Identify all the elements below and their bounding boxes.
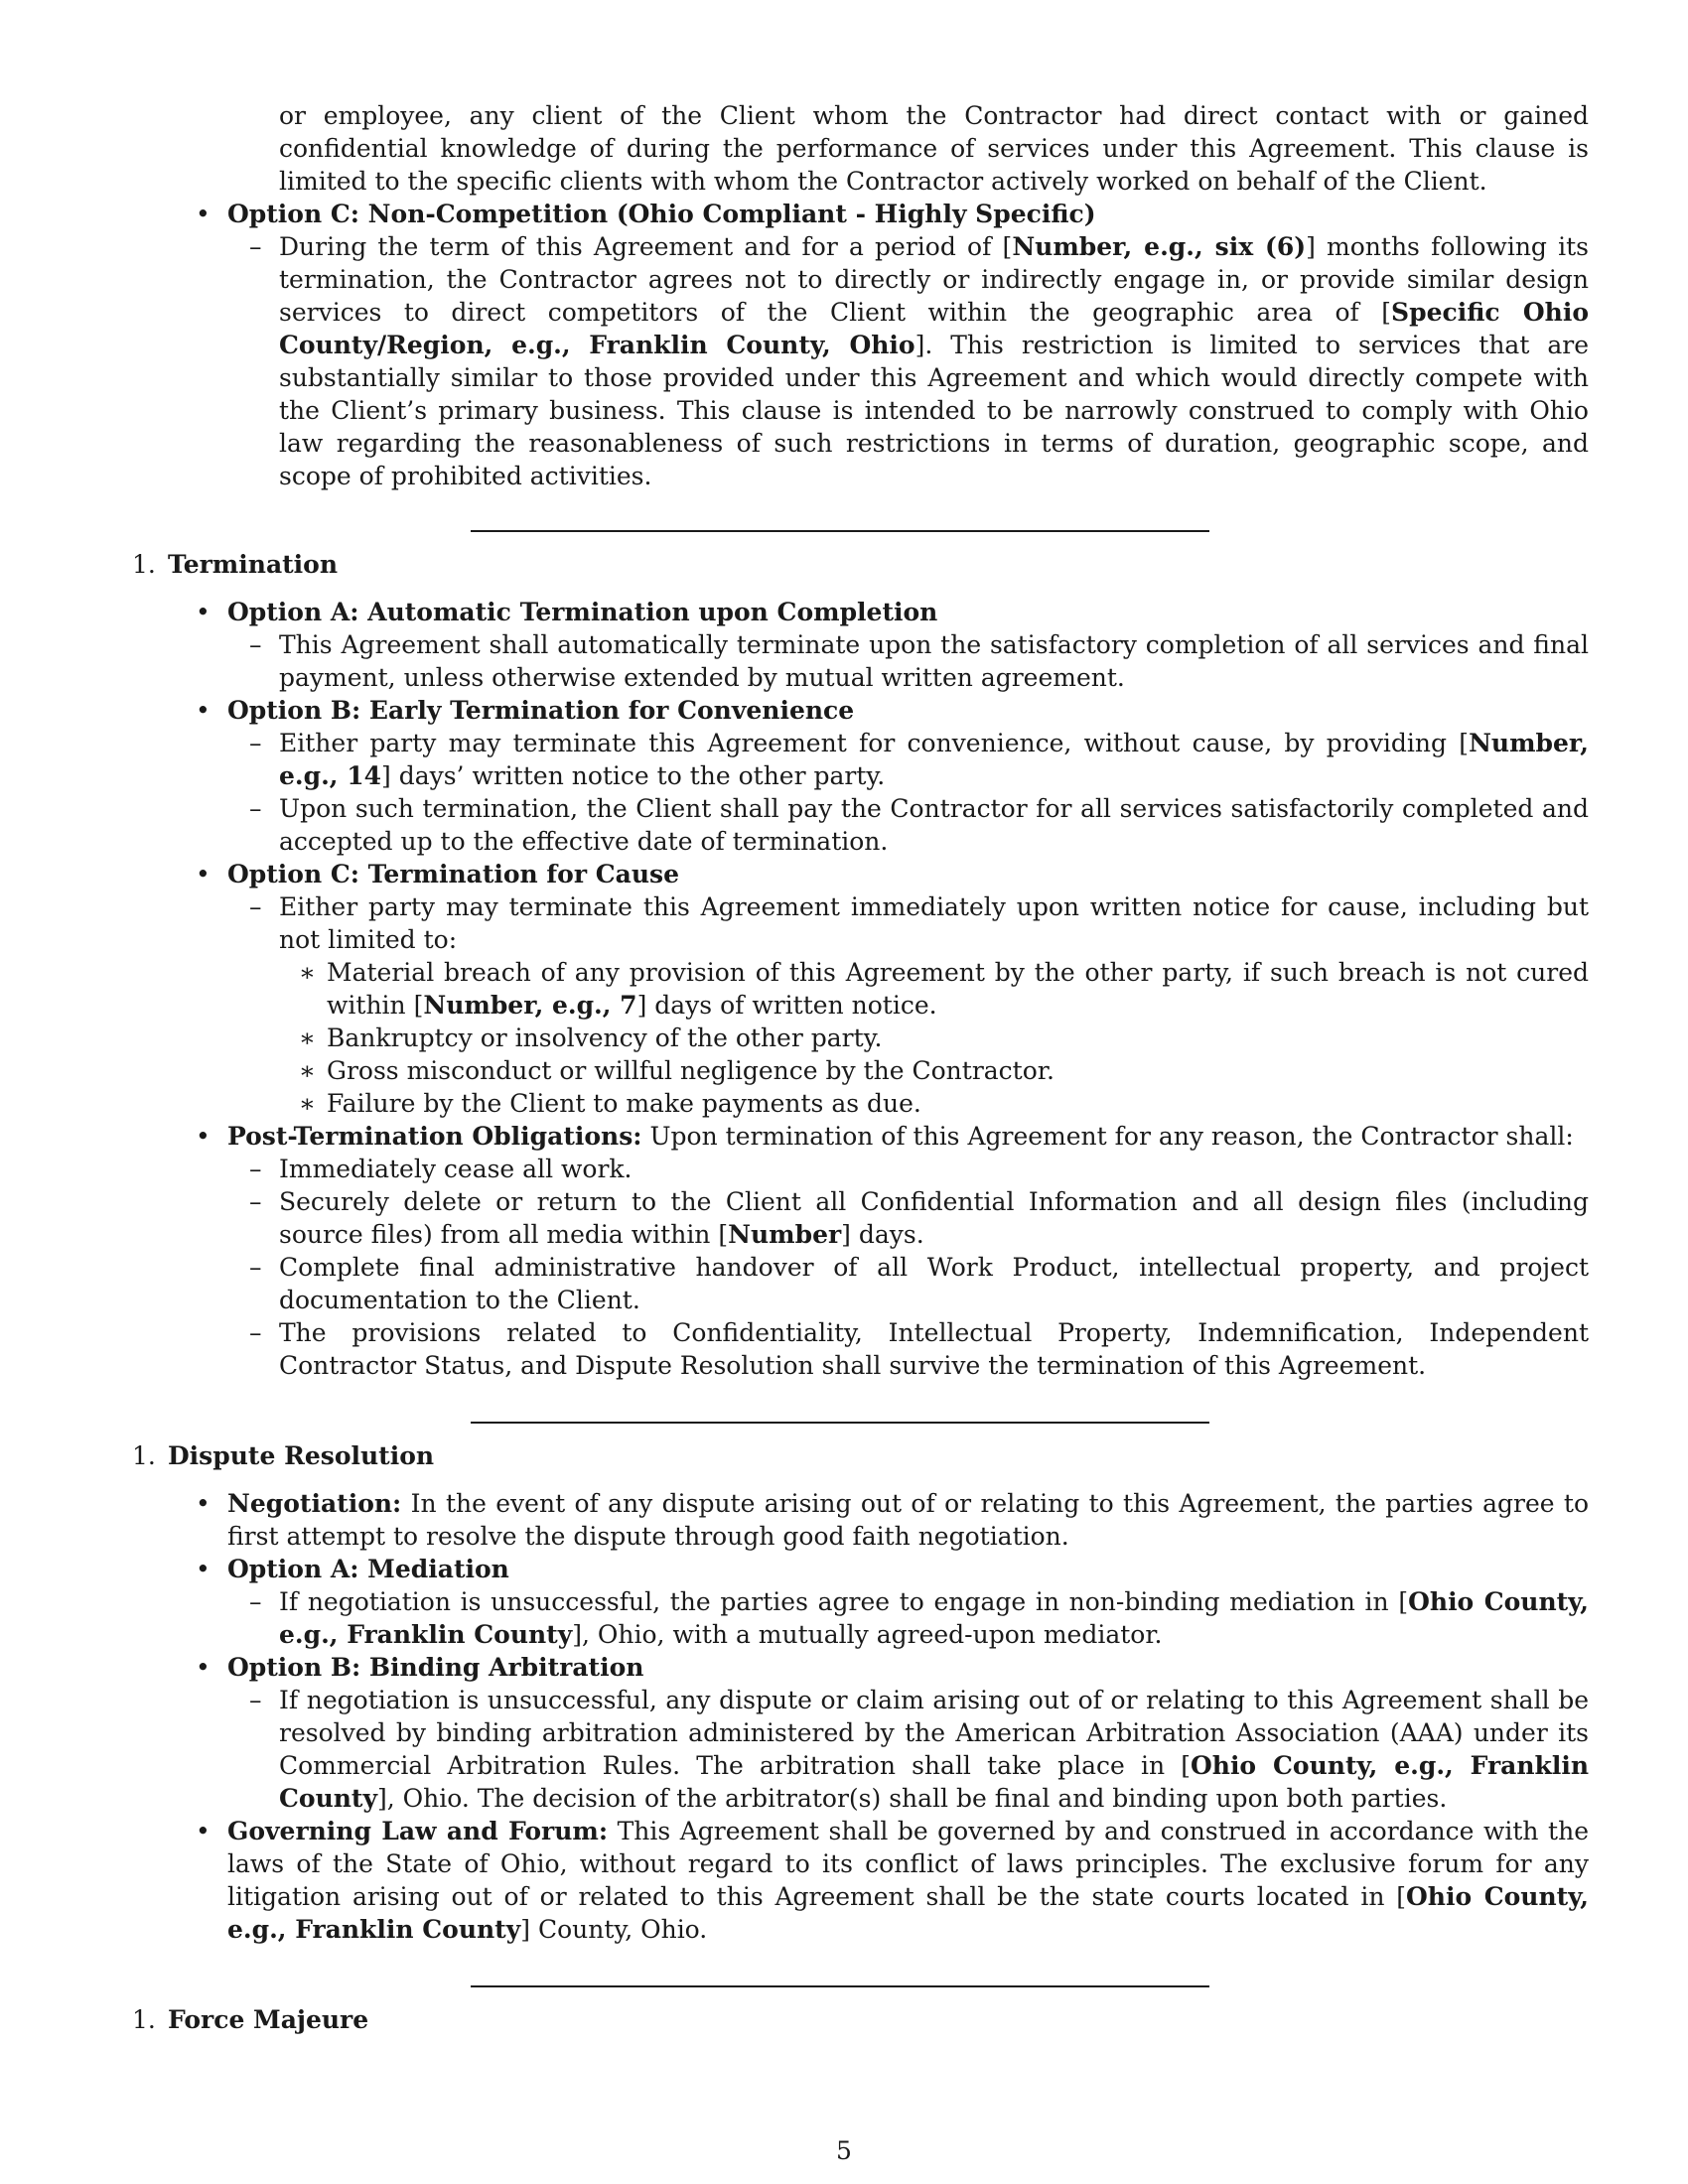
text-fragment: ] County, Ohio. bbox=[520, 1915, 708, 1944]
section-divider bbox=[471, 530, 1209, 532]
option-heading: Negotiation: bbox=[227, 1489, 402, 1518]
section-number: 1. bbox=[132, 2005, 156, 2034]
list-item bbox=[132, 1316, 1589, 1382]
item-text: This Agreement shall automatically terminate upon the satisfactory completion of all services and final payment, unless otherwise extended by mutual written agreement. bbox=[279, 630, 1589, 692]
text-fragment: Material breach of any provision of this Agreement by the other party, if such breach is not cured within [ bbox=[327, 958, 1589, 1020]
list-item bbox=[132, 1585, 1589, 1651]
governing-law-clause bbox=[132, 1815, 1589, 1946]
item-text: Immediately cease all work. bbox=[279, 1155, 633, 1183]
option-c-noncompetition-heading: Option C: Non-Competition (Ohio Compliant - Highly Specific) bbox=[227, 200, 1096, 228]
text-fragment: If negotiation is unsuccessful, any dispute or claim arising out of or relating to this Agreement shall be resolved by binding arbitration administered by the American Arbitration Association (AAA) under its Commercial Arbitration Rules. The arbitration shall take place in [ bbox=[279, 1686, 1589, 1780]
item-text: Bankruptcy or insolvency of the other party. bbox=[327, 1024, 883, 1052]
dash-marker: – bbox=[249, 794, 262, 823]
text-fragment: If negotiation is unsuccessful, the parties agree to engage in non-binding mediation in [ bbox=[279, 1587, 1409, 1616]
section-title: Force Majeure bbox=[168, 2005, 369, 2034]
text-fragment: ] months following its termination, the Contractor agrees not to directly or indirectly engage in, or provide similar design services to direct competitors of the Client within the geographic area of [ bbox=[279, 232, 1589, 327]
section-dispute-resolution bbox=[132, 1439, 1589, 1472]
dash-marker: – bbox=[249, 1187, 262, 1216]
section-number: 1. bbox=[132, 1441, 156, 1470]
list-item bbox=[132, 727, 1589, 792]
list-item bbox=[132, 890, 1589, 956]
bullet-marker: • bbox=[196, 200, 211, 228]
section-title: Dispute Resolution bbox=[168, 1441, 435, 1470]
text-fragment: Securely delete or return to the Client all Confidential Information and all design files (including source files) from all media within [ bbox=[279, 1187, 1589, 1249]
option-heading: Post-Termination Obligations: bbox=[227, 1122, 642, 1151]
page-content bbox=[132, 99, 1589, 2036]
placeholder-region: Specific Ohio County/Region, e.g., Franklin County, Ohio bbox=[279, 298, 1589, 359]
continuation-paragraph: or employee, any client of the Client whom the Contractor had direct contact with or gained confidential knowledge of during the performance of services under this Agreement. This clause is limited to the specific clients with whom the Contractor actively worked on behalf of the Client. bbox=[279, 101, 1589, 196]
section-title: Termination bbox=[168, 550, 339, 579]
dash-marker: – bbox=[249, 1253, 262, 1282]
section-force-majeure bbox=[132, 2003, 1589, 2036]
text-fragment: During the term of this Agreement and for a period of [ bbox=[279, 232, 1013, 261]
list-item bbox=[132, 628, 1589, 694]
star-marker: ∗ bbox=[299, 1089, 316, 1118]
option-c-noncompetition bbox=[132, 198, 1589, 230]
bullet-marker: • bbox=[196, 1653, 211, 1682]
dispute-option-b bbox=[132, 1651, 1589, 1684]
sub-list-item bbox=[132, 1054, 1589, 1087]
placeholder-number: Number bbox=[728, 1220, 842, 1249]
list-item bbox=[132, 1153, 1589, 1185]
option-heading: Option B: Binding Arbitration bbox=[227, 1653, 644, 1682]
placeholder-county: Ohio County, e.g., Franklin County bbox=[279, 1587, 1590, 1649]
text-fragment: ], Ohio, with a mutually agreed-upon mediator. bbox=[572, 1620, 1163, 1649]
dash-marker: – bbox=[249, 1587, 262, 1616]
termination-option-a bbox=[132, 596, 1589, 628]
dispute-option-a bbox=[132, 1553, 1589, 1585]
list-item bbox=[132, 1185, 1589, 1251]
item-text: Upon such termination, the Client shall pay the Contractor for all services satisfactorily completed and accepted up to the effective date of termination. bbox=[279, 794, 1589, 856]
text-fragment: ] days. bbox=[841, 1220, 924, 1249]
placeholder-duration: Number, e.g., six (6) bbox=[1012, 232, 1307, 261]
option-heading: Option A: Automatic Termination upon Completion bbox=[227, 598, 938, 626]
placeholder-county: Ohio County, e.g., Franklin County bbox=[227, 1882, 1590, 1944]
dash-marker: – bbox=[249, 892, 262, 921]
option-heading: Option B: Early Termination for Convenience bbox=[227, 696, 855, 725]
dash-marker: – bbox=[249, 630, 262, 659]
star-marker: ∗ bbox=[299, 958, 316, 987]
list-item bbox=[132, 792, 1589, 858]
item-text: Upon termination of this Agreement for any reason, the Contractor shall: bbox=[641, 1122, 1574, 1151]
dash-marker: – bbox=[249, 1155, 262, 1183]
option-heading: Option A: Mediation bbox=[227, 1555, 509, 1583]
bullet-marker: • bbox=[196, 860, 211, 888]
sub-list-item bbox=[132, 956, 1589, 1022]
post-termination-obligations bbox=[132, 1120, 1589, 1153]
bullet-marker: • bbox=[196, 696, 211, 725]
option-c-noncompetition-item bbox=[132, 230, 1589, 492]
negotiation-clause bbox=[132, 1487, 1589, 1553]
section-divider bbox=[471, 1985, 1209, 1987]
text-fragment: ] days’ written notice to the other party. bbox=[381, 761, 886, 790]
section-termination bbox=[132, 548, 1589, 581]
option-heading: Governing Law and Forum: bbox=[227, 1817, 609, 1845]
item-text: Gross misconduct or willful negligence by the Contractor. bbox=[327, 1056, 1055, 1085]
section-number: 1. bbox=[132, 550, 156, 579]
dash-marker: – bbox=[249, 1318, 262, 1347]
bullet-marker: • bbox=[196, 1122, 211, 1151]
bullet-marker: • bbox=[196, 598, 211, 626]
text-fragment: ] days of written notice. bbox=[636, 991, 937, 1020]
star-marker: ∗ bbox=[299, 1056, 316, 1085]
bullet-marker: • bbox=[196, 1489, 211, 1518]
list-item bbox=[132, 1684, 1589, 1815]
placeholder-county: Ohio County, e.g., Franklin County bbox=[279, 1751, 1589, 1813]
section-divider bbox=[471, 1422, 1209, 1424]
text-fragment: ]. This restriction is limited to services that are substantially similar to those provided under this Agreement and which would directly compete with the Client’s primary business. This clause is intended to be narrowly construed to comply with Ohio law regarding the reasonableness of such restrictions in terms of duration, geographic scope, and scope of prohibited activities. bbox=[279, 331, 1589, 490]
placeholder-days: Number, e.g., 7 bbox=[423, 991, 637, 1020]
dash-marker: – bbox=[249, 1686, 262, 1714]
termination-option-b bbox=[132, 694, 1589, 727]
sub-list-item bbox=[132, 1087, 1589, 1120]
bullet-marker: • bbox=[196, 1555, 211, 1583]
list-item bbox=[132, 1251, 1589, 1316]
sub-list-item bbox=[132, 1022, 1589, 1054]
text-fragment: ], Ohio. The decision of the arbitrator(s) shall be final and binding upon both parties. bbox=[377, 1784, 1448, 1813]
star-marker: ∗ bbox=[299, 1024, 316, 1052]
dash-marker: – bbox=[249, 232, 262, 261]
text-fragment: This Agreement shall be governed by and construed in accordance with the laws of the State of Ohio, without regard to its conflict of laws principles. The exclusive forum for any litigation arising out of or related to this Agreement shall be the state courts located in [ bbox=[227, 1817, 1589, 1911]
termination-option-c bbox=[132, 858, 1589, 890]
item-text: In the event of any dispute arising out of or relating to this Agreement, the parties agree to first attempt to resolve the dispute through good faith negotiation. bbox=[227, 1489, 1589, 1551]
item-text: Either party may terminate this Agreement immediately upon written notice for cause, including but not limited to: bbox=[279, 892, 1589, 954]
item-text: Complete final administrative handover of all Work Product, intellectual property, and project documentation to the Client. bbox=[279, 1253, 1589, 1314]
item-text: Failure by the Client to make payments as due. bbox=[327, 1089, 921, 1118]
placeholder-days: Number, e.g., 14 bbox=[279, 729, 1589, 790]
bullet-marker: • bbox=[196, 1817, 211, 1845]
page-number: 5 bbox=[836, 2136, 852, 2165]
text-fragment: Either party may terminate this Agreement for convenience, without cause, by providing [ bbox=[279, 729, 1470, 757]
dash-marker: – bbox=[249, 729, 262, 757]
item-text: The provisions related to Confidentiality, Intellectual Property, Indemnification, Independent Contractor Status, and Dispute Resolution shall survive the termination of this Agreement. bbox=[279, 1318, 1589, 1380]
option-heading: Option C: Termination for Cause bbox=[227, 860, 679, 888]
